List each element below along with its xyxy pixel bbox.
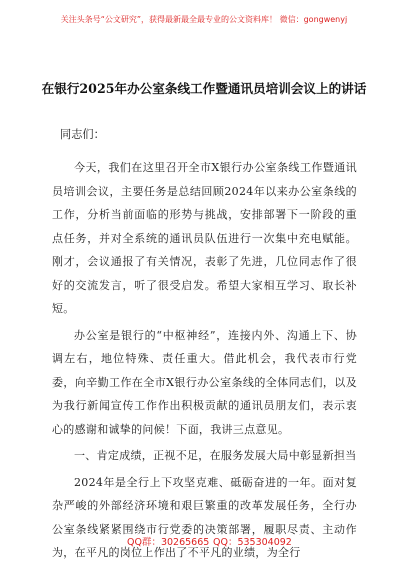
paragraph: 2024年是全行上下攻坚克难、砥砺奋进的一年。面对复杂严峻的外部经济环境和艰巨繁重的改革发展任务，全行办公室条线紧紧围绕市行党委的决策部署，履职尽责、主动作为，在平凡的岗位上作出了不平凡的业绩，为全行 xyxy=(52,475,357,559)
section-heading: 一、肯定成绩，正视不足，在服务发展大局中彰显新担当 xyxy=(74,449,357,462)
paragraph: 今天，我们在这里召开全市X银行办公室条线工作暨通讯员培训会议，主要任务是总结回顾2024年以来办公室条线的工作，分析当前面临的形势与挑战，安排部署下一阶段的重点任务，并对全系统的通讯员队伍进行一次集中充电赋能。刚才，会议通报了有关情况，表彰了先进，几位同志作了很好的交流发言，听了很受启发。希望大家相互学习、取长补短。 xyxy=(52,161,357,315)
qq-contact: QQ：535304092 xyxy=(213,537,292,548)
document-title: 在银行2025年办公室条线工作暨通讯员培训会议上的讲话 xyxy=(41,81,367,96)
qq-group-contact: QQ群：30265665 xyxy=(127,537,210,548)
promo-banner: 关注头条号“公文研究”，获得最新最全最专业的公文资料库！ 微信：gongwenyj xyxy=(60,15,348,24)
salutation: 同志们： xyxy=(60,128,105,141)
document-body xyxy=(52,126,357,568)
paragraph: 办公室是银行的“中枢神经”，连接内外、沟通上下、协调左右，地位特殊、责任重大。借此机会，我代表市行党委，向辛勤工作在全市X银行办公室条线的全体同志们，以及为我行新闻宣传工作作出积极贡献的通讯员朋友们，表示衷心的感谢和诚挚的问候！下面，我讲三点意见。 xyxy=(52,328,357,436)
